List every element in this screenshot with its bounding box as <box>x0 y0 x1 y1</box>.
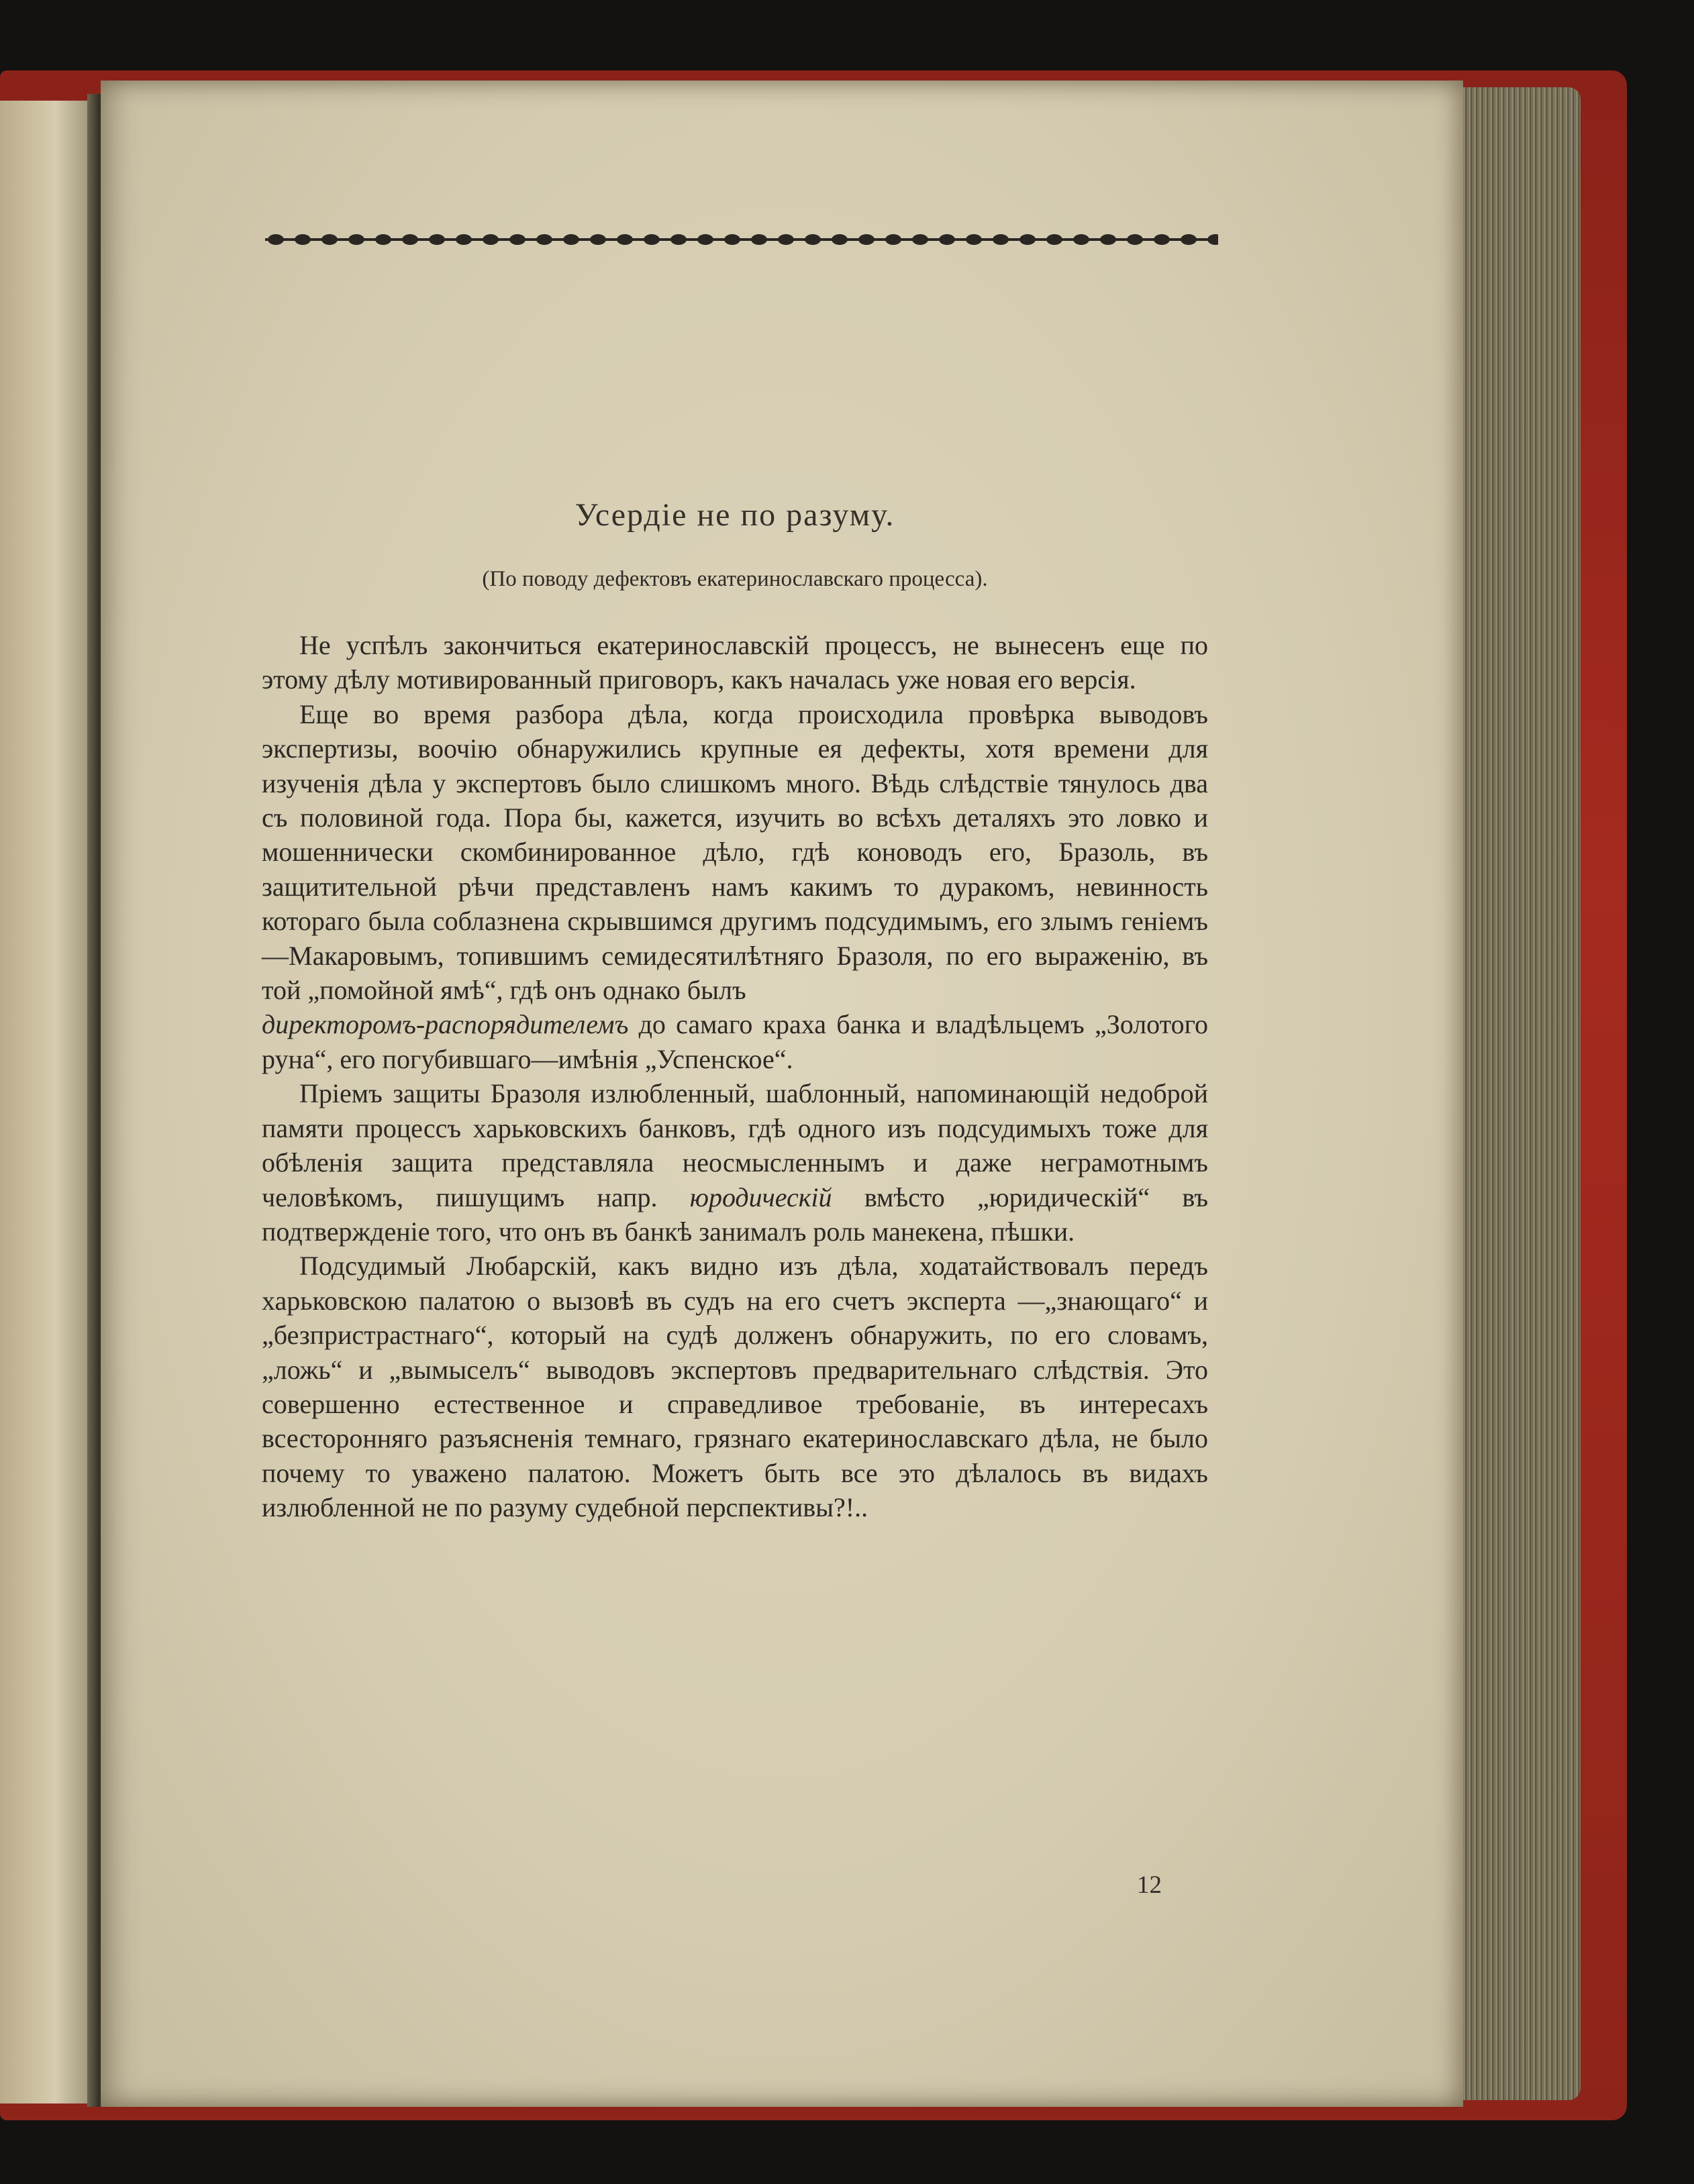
ornament-bead <box>268 234 284 245</box>
ornament-bead <box>993 234 1009 245</box>
page-number: 12 <box>1137 1871 1162 1899</box>
ornament-bead <box>1019 234 1036 245</box>
ornament-bead <box>375 234 391 245</box>
ornament-bead <box>563 234 579 245</box>
ornament-bead <box>885 234 901 245</box>
ornament-divider <box>265 229 1218 250</box>
ornament-bead <box>456 234 472 245</box>
page-subtitle: (По поводу дефектовъ екатеринославскаго процесса). <box>482 567 988 591</box>
ornament-bead <box>295 234 311 245</box>
paragraph-text: Пріемъ защиты Бразоля излюбленный, шаблонный, напоминающій недоброй памяти процессъ харьковскихъ банковъ, гдѣ одного изъ подсудимыхъ тоже для обѣленія защита представляла неосмысленнымъ и даже неграмотнымъ человѣкомъ, пишущимъ напр. <box>262 1078 1208 1212</box>
ornament-bead <box>348 234 364 245</box>
paragraph-text: вмѣсто „юридическій“ въ подтвержденіе того, что онъ въ банкѣ занималъ роль манекена, пѣшки. <box>262 1182 1209 1247</box>
ornament-bead <box>509 234 526 245</box>
ornament-bead <box>402 234 418 245</box>
ornament-bead <box>429 234 445 245</box>
ornament-bead <box>1100 234 1116 245</box>
paragraph-text: до самаго краха банка и владѣльцемъ „Золотого руна“, его погубившаго—имѣнія „Успенское“. <box>262 1009 1208 1074</box>
ornament-bead <box>1046 234 1062 245</box>
left-page <box>0 101 101 2103</box>
paragraph: Подсудимый Любарскій, какъ видно изъ дѣла, ходатайствовалъ передъ харьковскою палатою о вызовѣ въ судъ на его счетъ эксперта —„знающаго“ и „безпристрастнаго“, который на судѣ долженъ обнаружить, по его словамъ, „ложь“ и „вымыселъ“ выводовъ экспертовъ предварительнаго слѣдствія. Это совершенно естественное и справедливое требованіе, въ интересахъ всесторонняго разъясненія темнаго, грязнаго екатеринославскаго дѣла, не было почему то уважено палатою. Можетъ быть все это дѣлалось въ видахъ излюбленной не по разуму судебной перспективы?!.. <box>262 1251 1208 1523</box>
ornament-bead <box>1127 234 1143 245</box>
ornament-bead <box>1073 234 1089 245</box>
text-column <box>262 497 1208 1525</box>
paragraph: Не успѣлъ закончиться екатеринославскій процессъ, не вынесенъ еще по этому дѣлу мотивированный приговоръ, какъ началась уже новая его версія. <box>262 630 1208 695</box>
ornament-bead <box>1207 234 1218 245</box>
ornament-bead <box>939 234 955 245</box>
ornament-bead <box>1181 234 1197 245</box>
ornament-bead <box>670 234 687 245</box>
italic-phrase: директоромъ-распорядителемъ <box>262 1009 629 1040</box>
ornament-bead <box>778 234 794 245</box>
ornament-bead <box>590 234 606 245</box>
page-edges <box>1446 87 1581 2100</box>
italic-phrase: юродическій <box>689 1182 832 1212</box>
page-title: Усердіе не по разуму. <box>575 497 895 533</box>
ornament-bead <box>724 234 740 245</box>
ornament-bead <box>617 234 633 245</box>
ornament-bead <box>832 234 848 245</box>
ornament-bead <box>1154 234 1170 245</box>
ornament-bead <box>483 234 499 245</box>
paragraph: Еще во время разбора дѣла, когда происходила провѣрка выводовъ экспертизы, воочію обнаружились крупные ея дефекты, хотя времени для изученія дѣла у экспертовъ было слишкомъ много. Вѣдь слѣдствіе тянулось два съ половиной года. Пора бы, кажется, изучить во всѣхъ деталяхъ это ловко и мошеннически скомбинированное дѣло, гдѣ коноводъ его, Бразоль, въ защитительной рѣчи представленъ намъ какимъ то дуракомъ, невинность котораго была соблазнена скрывшимся другимъ подсудимымъ, его злымъ геніемъ—Макаровымъ, топившимъ семидесятилѣтняго Бразоля, по его выраженію, въ той „помойной ямѣ“, гдѣ онъ однако былъ <box>262 698 1208 1006</box>
ornament-bead <box>805 234 821 245</box>
body-text <box>262 628 1208 1525</box>
ornament-bead <box>644 234 660 245</box>
paragraph <box>262 1076 1208 1249</box>
ornament-bead <box>536 234 552 245</box>
ornament-bead <box>858 234 875 245</box>
ornament-bead <box>697 234 713 245</box>
ornament-bead <box>321 234 338 245</box>
ornament-bead <box>912 234 928 245</box>
ornament-bead <box>966 234 982 245</box>
paragraph-continued <box>262 1007 1208 1076</box>
ornament-bead <box>751 234 767 245</box>
